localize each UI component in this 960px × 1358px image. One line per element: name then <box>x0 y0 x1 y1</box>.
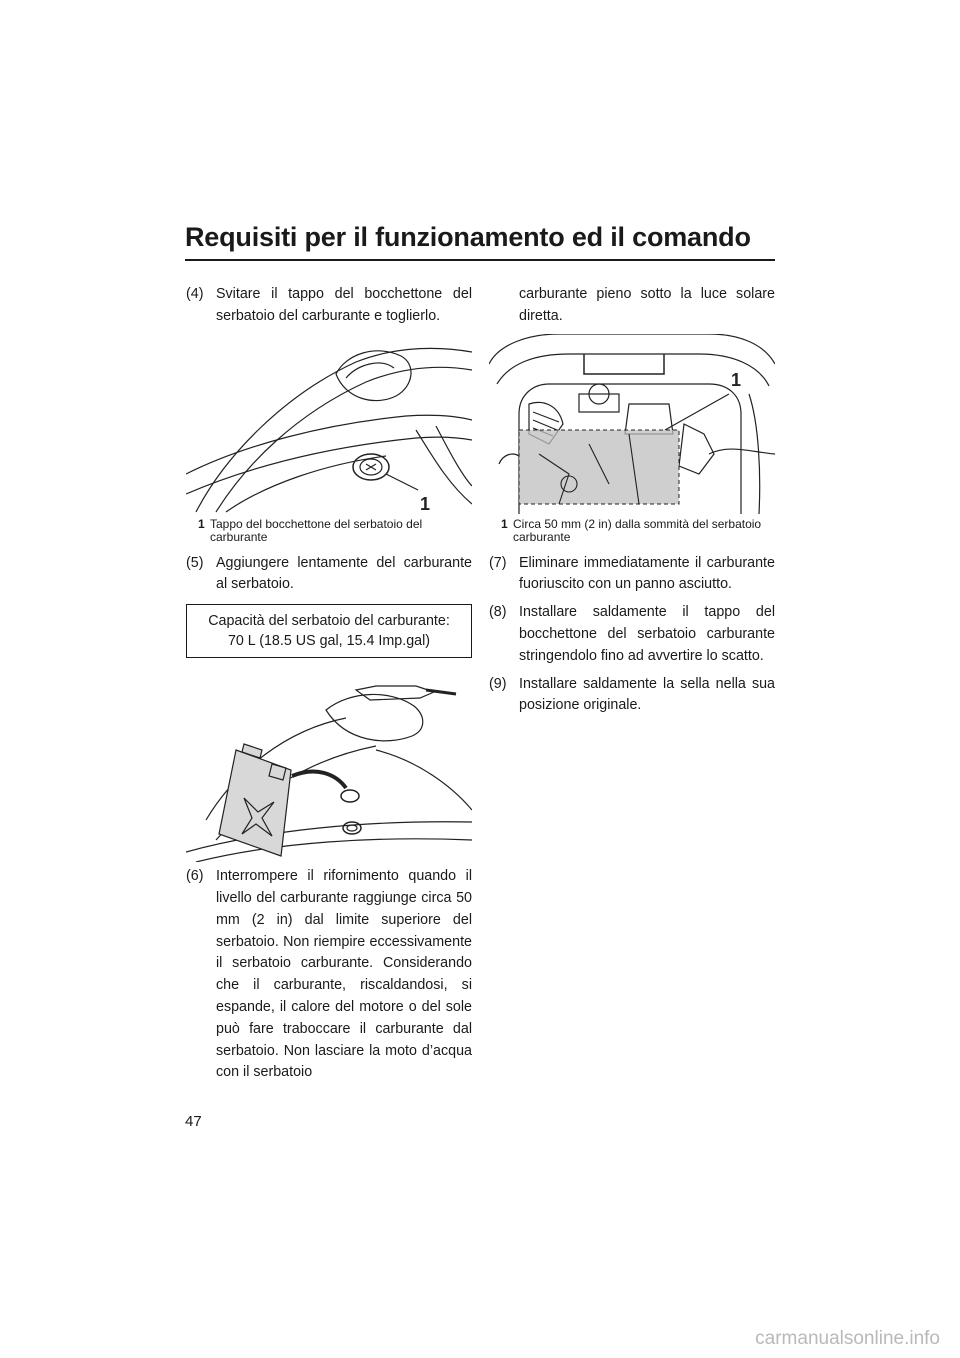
step-number: (6) <box>186 868 204 885</box>
caption-number: 1 <box>501 516 508 531</box>
step-9 <box>489 674 775 718</box>
figure-caption <box>501 518 775 545</box>
refueling-illustration <box>186 670 472 862</box>
step-6-continued: carburante pieno sotto la luce solare diretta. <box>519 286 775 324</box>
figure-caption <box>198 518 472 545</box>
spec-value: 70 L (18.5 US gal, 15.4 Imp.gal) <box>227 633 431 650</box>
fuel-level-illustration <box>489 334 775 514</box>
title-rule <box>185 259 775 261</box>
step-number: (8) <box>489 604 507 621</box>
fuel-cap-illustration <box>186 334 472 514</box>
step-5 <box>186 553 472 597</box>
step-6 <box>186 866 472 1084</box>
page-title: Requisiti per il funzionamento ed il comando <box>185 222 751 252</box>
right-column <box>489 284 775 723</box>
step-7 <box>489 553 775 597</box>
caption-text: Circa 50 mm (2 in) dalla sommità del serbatoio carburante <box>513 516 762 545</box>
figure-callout: 1 <box>420 493 431 514</box>
step-text: Svitare il tappo del bocchettone del serbatoio del carburante e toglierlo. <box>216 286 472 324</box>
caption-text: Tappo del bocchettone del serbatoio del carburante <box>210 516 423 545</box>
step-number: (5) <box>186 554 204 571</box>
step-text: Interrompere il rifornimento quando il livello del carburante raggiunge circa 50 mm (2 in) dal limite superiore del serbatoio. Non riempire eccessivamente il serbatoio carburante. Considerando che il carburante, riscaldandosi, si espande, il calore del motore o del sole può fare traboccare il carburante dal serbatoio. Non lasciare la moto d’acqua con il serbatoio <box>216 868 472 1081</box>
step-text: Eliminare immediatamente il carburante fuoriuscito con un panno asciutto. <box>519 554 775 593</box>
figure-callout: 1 <box>731 369 742 390</box>
step-8 <box>489 602 775 667</box>
figure-fuel-level <box>489 334 775 514</box>
step-number: (4) <box>186 286 204 302</box>
watermark: carmanualsonline.info <box>755 1328 940 1349</box>
left-column <box>186 284 472 1090</box>
step-text: Aggiungere lentamente del carburante al serbatoio. <box>216 554 472 593</box>
caption-number: 1 <box>198 516 205 531</box>
figure-fuel-cap <box>186 334 472 514</box>
figure-refueling <box>186 670 472 862</box>
step-text: Installare saldamente la sella nella sua posizione originale. <box>519 675 775 714</box>
fuel-capacity-spec <box>186 604 472 658</box>
step-number: (9) <box>489 675 507 692</box>
spec-label: Capacità del serbatoio del carburante: <box>208 613 450 630</box>
page-number: 47 <box>185 1113 202 1130</box>
step-4 <box>186 284 472 328</box>
step-text: Installare saldamente il tappo del bocchettone del serbatoio carburante stringendolo fino ad avvertire lo scatto. <box>519 604 775 664</box>
step-number: (7) <box>489 554 507 571</box>
